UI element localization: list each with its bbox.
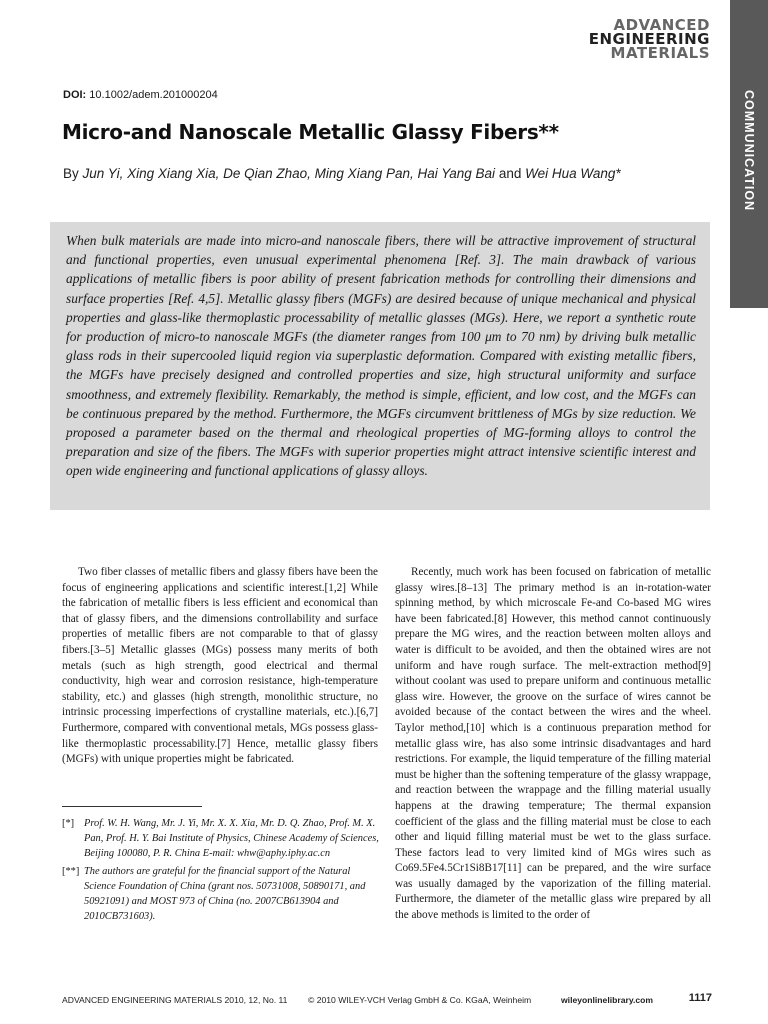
journal-logo-line2: ENGINEERING (588, 30, 710, 48)
footnote-mark: [*] (62, 818, 75, 829)
footnote-divider (62, 806, 202, 807)
byline-by: By (63, 166, 79, 181)
journal-logo (550, 18, 710, 60)
section-tab-label: COMMUNICATION (742, 90, 756, 212)
journal-logo-line1: ADVANCED (613, 16, 710, 34)
section-tab (730, 0, 768, 308)
footer-website[interactable]: wileyonlinelibrary.com (561, 995, 654, 1005)
footer-copyright: © 2010 WILEY-VCH Verlag GmbH & Co. KGaA, Weinheim (308, 995, 532, 1005)
journal-logo-line3: MATERIALS (610, 44, 710, 62)
doi-line (63, 89, 218, 101)
last-author: Wei Hua Wang* (525, 166, 621, 181)
byline (63, 166, 713, 181)
body-column-left (62, 565, 378, 768)
footnote-mark: [**] (62, 865, 80, 877)
abstract-text: When bulk materials are made into micro-and nanoscale fibers, there will be attractive improvement of structural and functional properties, even unusual experimental phenomena [Ref. 3]. The main drawback of various applications of metallic fibers is poor ability of present fabrication methods for controlling their dimensions and surface properties [Ref. 4,5]. Metallic glassy fibers (MGFs) are desired because of unique mechanical and physical properties and glass-like thermoplastic processability of metallic glasses (MGs). Here, we report a synthetic route for production of micro-to nanoscale MGFs (the diameter ranges from 100 μm to 70 nm) by driving bulk metallic glass rods in their supercooled liquid region via superplastic deformation. Compared with existing metallic fibers, the MGFs have precisely designed and controlled properties and size, high structural uniformity and surface smoothness, and extremely flexibility. Remarkably, the method is simple, efficient, and low cost, and the MGFs can be continuous prepared by the method. Furthermore, the MGFs circumvent brittleness of MGs by size reduction. We proposed a parameter based on the thermal and rheological properties of MG-forming alloys to control the preparation and size of the fibers. The MGFs with superior properties might attract intensive scientific interest and open wide engineering and functional applications of glassy alloys. (66, 233, 696, 479)
footnote-text: Prof. W. H. Wang, Mr. J. Yi, Mr. X. X. Xia, Mr. D. Q. Zhao, Prof. M. X. Pan, Prof. H. Y. Bai Institute of Physics, Chinese Academy of Sciences, Beijing 100080, P. R. China E-mail: whw@aphy.iphy.ac.cn (84, 818, 379, 860)
footnote (62, 864, 380, 925)
body-paragraph: Two fiber classes of metallic fibers and glassy fibers have been the focus of engineering applications and scientific interest.[1,2] While the fabrication of metallic fibers is less efficient and economical than that of glassy fibers, and the dimensions controllability and surface properties of metallic fibers are not comparable to that of glassy fibers.[3–5] Metallic glasses (MGs) possess many merits of both metals (such as high strength, good electrical and thermal conductivity, high wear and corrosion resistance, high-temperature stability, etc.) and glasses (high strength, monolithic structure, no intrinsic processing imperfections of crystalline materials, etc.).[6,7] Furthermore, compared with conventional metals, MGs possess glass-like thermoplastic processability.[7] Hence, metallic glassy fibers (MGFs) with unique properties might be fabricated. (62, 566, 378, 766)
page-number: 1117 (688, 992, 712, 1004)
byline-and: and (498, 166, 522, 181)
footnote-text: The authors are grateful for the financial support of the Natural Science Foundation of China (grant nos. 50731008, 50890171, and 50921091) and MOST 973 of China (no. 2007CB613904 and 2010CB731603). (84, 865, 366, 923)
doi-label: DOI: (63, 89, 87, 101)
body-paragraph: Recently, much work has been focused on fabrication of metallic glassy wires.[8–13] The primary method is an in-rotation-water spinning method, by which microscale Fe-and Co-based MG wires have been fabricated.[8] However, this method cannot continuously prepare the MG wires, and the reaction between molten alloys and water is difficult to be avoided, and then the obtained wires are not uniform and have rough surface. The melt-extraction method[9] without coolant was used to prepare uniform and continuous metallic glass wire. However, the groove on the surface of wires cannot be avoided because of the contact between the wires and the wheel. Taylor method,[10] which is a continuous preparation method for metallic glass wire, has also some intrinsic disadvantages and hard restrictions. For example, the liquid temperature of the filling material must be higher than the softening temperature of the glassy wrappage, and reaction between the wrappage and the filling material usually happens at the drawing temperature; The thermal expansion coefficient of the glass and the filling material must be close to each other and liquid filling material must be wet to the glass surface. These factors lead to very limited kind of MGs wires such as Co69.5Fe4.5Cr1Si8B17[11] can be prepared, and the wire surface was usually damaged by the vaporization of the filling material. Furthermore, the diameter of the metallic glass wire prepared by all the above methods is limited to the order of (395, 566, 711, 922)
article-title: Micro-and Nanoscale Metallic Glassy Fibers** (62, 120, 559, 144)
page-footer (62, 994, 712, 1010)
body-column-right (395, 565, 711, 924)
author-list: Jun Yi, Xing Xiang Xia, De Qian Zhao, Ming Xiang Pan, Hai Yang Bai (82, 166, 496, 181)
footnote (62, 816, 380, 862)
footer-journal: ADVANCED ENGINEERING MATERIALS 2010, 12, No. 11 (62, 995, 288, 1005)
doi-value: 10.1002/adem.201000204 (89, 89, 218, 101)
footnotes (62, 816, 380, 926)
abstract-box (50, 222, 710, 510)
